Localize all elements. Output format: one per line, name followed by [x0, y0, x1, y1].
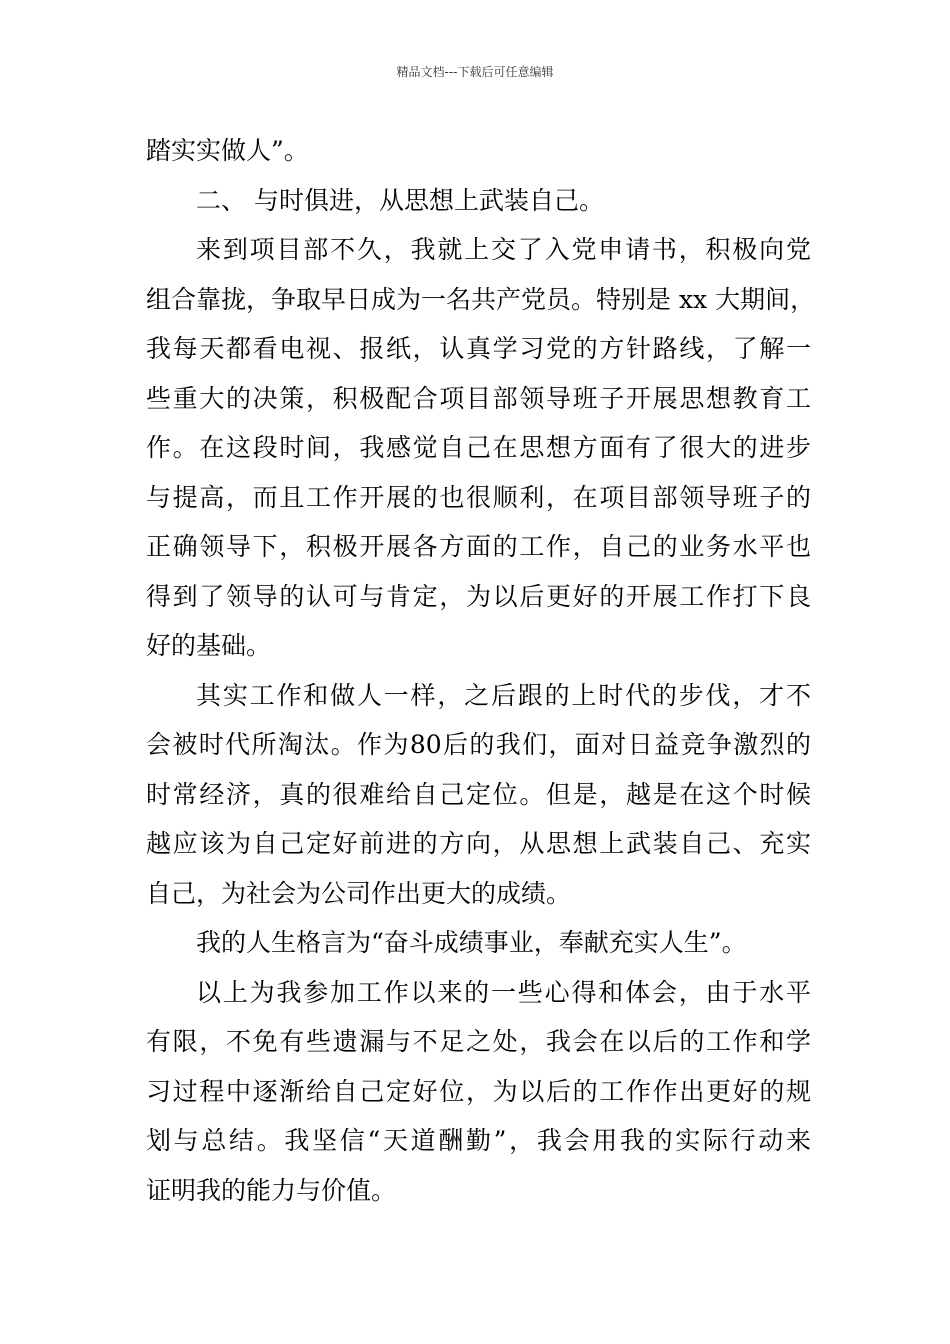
text-line: 其实工作和做人一样，之后跟的上时代的步伐，才不 — [196, 680, 811, 710]
text-line: 会被时代所淘汰。作为80后的我们，面对日益竞争激烈的 — [146, 730, 811, 759]
text-line: 我每天都看电视、报纸，认真学习党的方针路线，了解一 — [146, 334, 811, 363]
text-line: 些重大的决策，积极配合项目部领导班子开展思想教育工 — [146, 383, 811, 413]
text-line: 组合靠拢，争取早日成为一名共产党员。特别是 xx 大期间， — [146, 284, 816, 314]
text-line: 有限，不免有些遗漏与不足之处，我会在以后的工作和学 — [146, 1027, 811, 1056]
text-line: 作。在这段时间，我感觉自己在思想方面有了很大的进步 — [146, 433, 811, 462]
page-header: 精品文档---下载后可任意编辑 — [396, 65, 554, 79]
section-heading: 二、 与时俱进，从思想上武装自己。 — [196, 185, 604, 215]
text-line: 与提高，而且工作开展的也很顺利，在项目部领导班子的 — [146, 482, 811, 512]
text-line: 好的基础。 — [146, 631, 272, 660]
text-line: 以上为我参加工作以来的一些心得和体会，由于水平 — [196, 977, 811, 1007]
text-line: 习过程中逐渐给自己定好位，为以后的工作作出更好的规 — [146, 1076, 811, 1106]
text-line: 时常经济，真的很难给自己定位。但是，越是在这个时候 — [146, 779, 811, 809]
text-line: 得到了领导的认可与肯定，为以后更好的开展工作打下良 — [146, 581, 811, 611]
text-line: 证明我的能力与价值。 — [146, 1175, 397, 1205]
text-line: 正确领导下，积极开展各方面的工作，自己的业务水平也 — [146, 532, 811, 561]
text-line: 踏实实做人”。 — [146, 136, 309, 165]
text-line: 来到项目部不久，我就上交了入党申请书，积极向党 — [196, 235, 811, 264]
text-line: 越应该为自己定好前进的方向，从思想上武装自己、充实 — [146, 829, 811, 858]
document-body — [146, 126, 816, 1215]
text-line: 自己，为社会为公司作出更大的成绩。 — [146, 878, 572, 908]
text-line: 划与总结。我坚信“天道酬勤”，我会用我的实际行动来 — [146, 1126, 811, 1155]
motto-line: 我的人生格言为“奋斗成绩事业，奉献充实人生”。 — [196, 928, 747, 957]
